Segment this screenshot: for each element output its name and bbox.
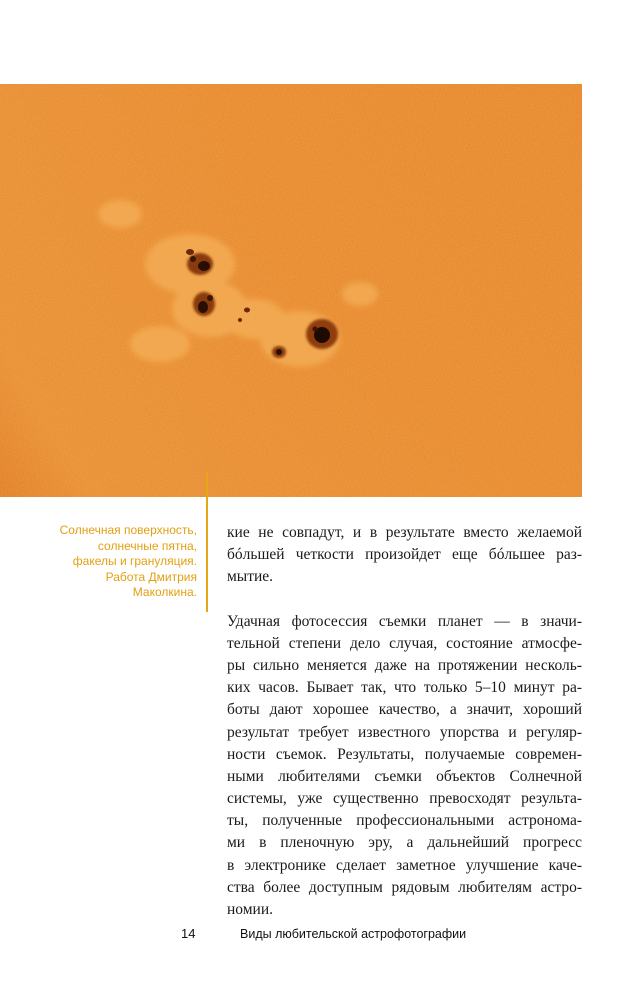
caption-divider	[206, 472, 208, 612]
text-line: результат требует известного упорства и регуляр-	[227, 723, 582, 741]
paragraph	[227, 611, 582, 922]
text-line: ты, полученные профессиональными астронома-	[227, 812, 582, 830]
caption-line: факелы и грануляция.	[72, 554, 197, 568]
text-line: мытие.	[227, 568, 274, 586]
body-text	[227, 522, 582, 921]
text-line: бóльшей четкости произойдет еще бóльшее раз-	[227, 546, 582, 564]
text-line: тельной степени дело случая, состояние атмосфе-	[227, 634, 582, 652]
paragraph	[227, 522, 582, 589]
caption-line: Солнечная поверхность,	[59, 523, 197, 537]
text-line: ких часов. Бывает так, что только 5–10 минут ра-	[227, 679, 582, 697]
caption-line: солнечные пятна,	[97, 538, 197, 553]
page-number: 14	[181, 926, 196, 941]
text-line: кие не совпадут, и в результате вместо желаемой	[227, 524, 582, 541]
text-line: ными любителями съемки объектов Солнечной	[227, 767, 582, 785]
running-title: Виды любительской астрофотографии	[240, 927, 467, 941]
text-line: Удачная фотосессия съемки планет — в значи-	[227, 612, 582, 630]
text-line: в электронике сделает заметное улучшение каче-	[227, 856, 582, 874]
caption-line: Маколкина.	[132, 585, 197, 599]
sun-surface-photo	[0, 84, 582, 497]
text-line: ности съемок. Результаты, получаемые современ-	[227, 745, 582, 763]
photo-caption	[30, 523, 197, 601]
text-line: системы, уже существенно превосходят результа-	[227, 790, 582, 808]
text-line: боты дают хорошее качество, а значит, хороший	[227, 701, 582, 719]
text-line: ры сильно меняется даже на протяжении несколь-	[227, 656, 582, 674]
text-line: номии.	[227, 901, 274, 918]
text-line: ства более доступным рядовым любителям астро-	[227, 878, 582, 896]
text-line: ми в пленочную эру, а дальнейший прогресс	[227, 834, 582, 852]
caption-line: Работа Дмитрия	[105, 569, 197, 584]
